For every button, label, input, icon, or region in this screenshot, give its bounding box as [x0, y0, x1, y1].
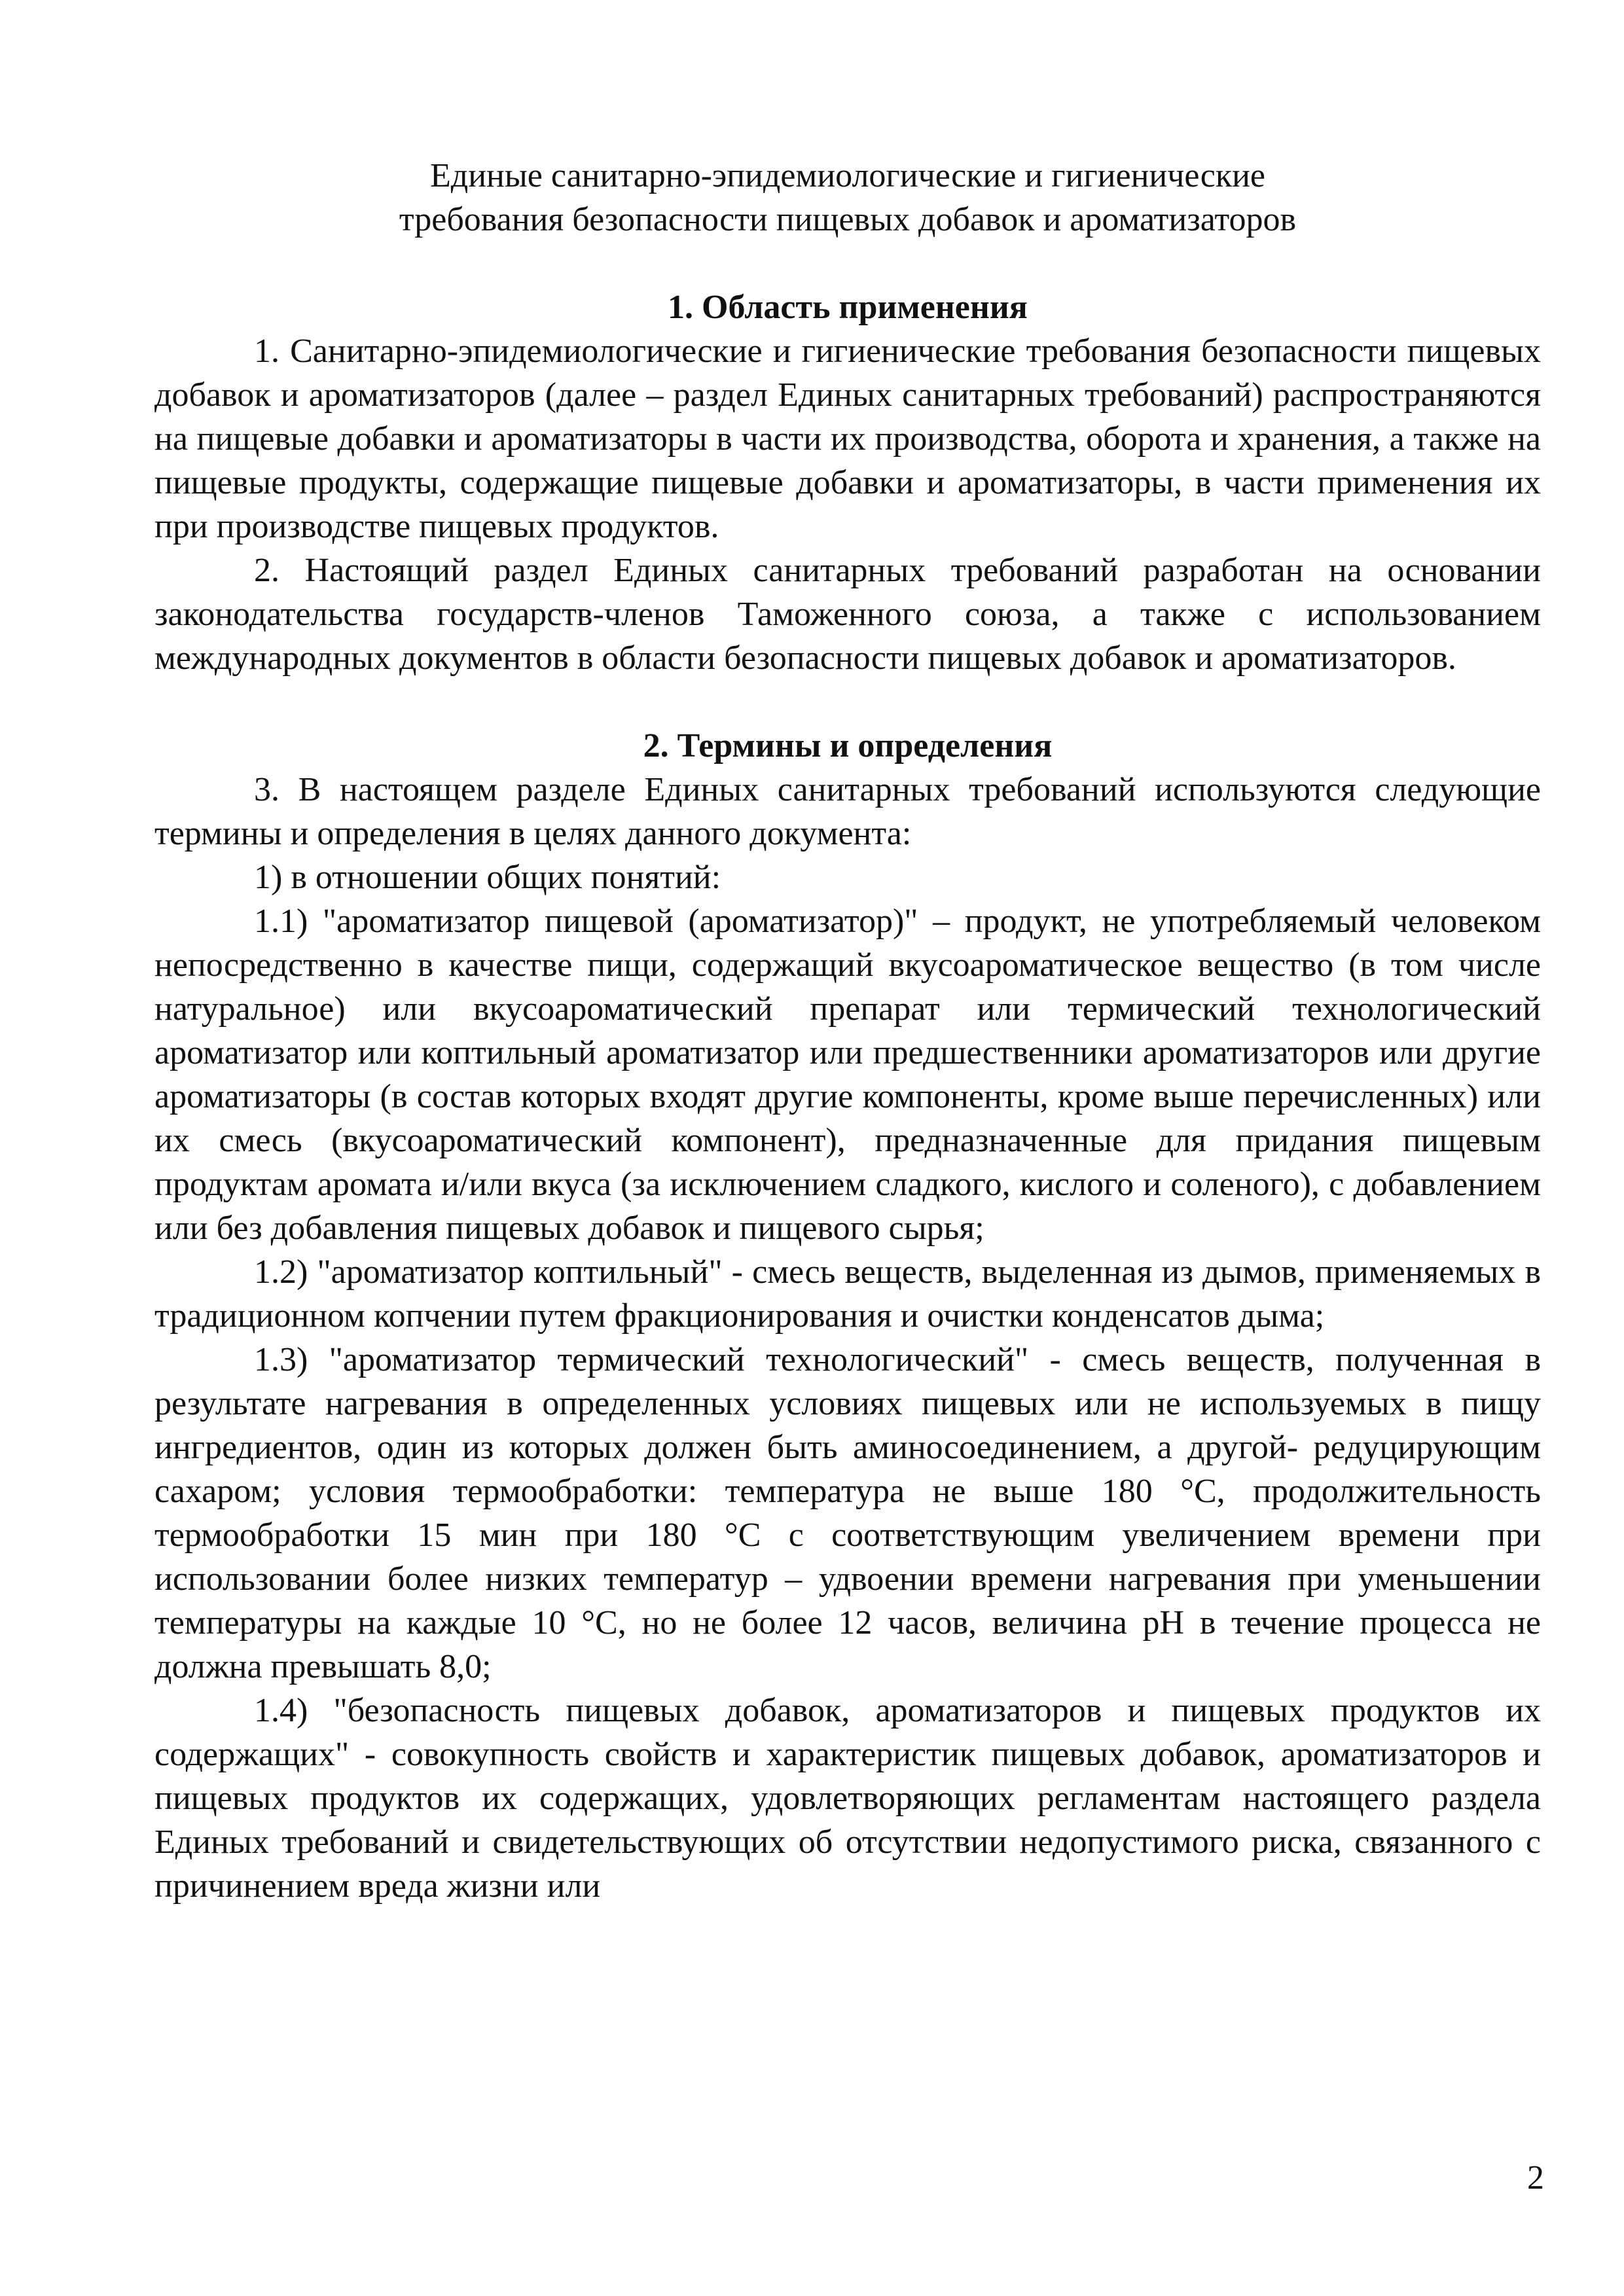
document-title-line-1: Единые санитарно-эпидемиологические и гигиенические — [429, 157, 1266, 194]
paragraph-general-concepts: 1) в отношении общих понятий: — [254, 859, 721, 896]
definition-1-3: 1.3) "ароматизатор термический технологический" - смесь веществ, полученная в результате нагревания в определенных условиях пищевых или не используемых в пищу ингредиентов, один из которых должен быть аминосоединением, а другой- редуцирующим сахаром; условия термообработки: температура не выше 180 °С, продолжительность термообработки 15 мин при 180 °С с соответствующим увеличением времени при использовании более низких температур – удвоении времени нагревания при уменьшении температуры на каждые 10 °С, но не более 12 часов, величина рН в течение процесса не должна превышать 8,0; — [154, 1341, 1541, 1685]
document-title — [154, 154, 1541, 242]
definition-1-1: 1.1) "ароматизатор пищевой (ароматизатор)" – продукт, не употребляемый человеком непосредственно в качестве пищи, содержащий вкусоароматическое вещество (в том числе натуральное) или вкусоароматический препарат или термический технологический ароматизатор или коптильный ароматизатор или предшественники ароматизаторов или другие ароматизаторы (в состав которых входят другие компоненты, кроме выше перечисленных) или их смесь (вкусоароматический компонент), предназначенные для придания пищевым продуктам аромата и/или вкуса (за исключением сладкого, кислого и соленого), с добавлением или без добавления пищевых добавок и пищевого сырья; — [154, 903, 1541, 1247]
paragraph-3: 3. В настоящем разделе Единых санитарных требований используются следующие термины и определения в целях данного документа: — [154, 771, 1541, 852]
page-number: 2 — [1527, 2159, 1544, 2197]
paragraph-2: 2. Настоящий раздел Единых санитарных требований разработан на основании законодательства государств-членов Таможенного союза, а также с использованием международных документов в области безопасности пищевых добавок и ароматизаторов. — [154, 552, 1541, 677]
paragraph-1: 1. Санитарно-эпидемиологические и гигиенические требования безопасности пищевых добавок и ароматизаторов (далее – раздел Единых санитарных требований) распространяются на пищевые добавки и ароматизаторы в части их производства, оборота и хранения, а также на пищевые продукты, содержащие пищевые добавки и ароматизаторы, в части применения их при производстве пищевых продуктов. — [154, 332, 1541, 545]
section-1-heading: 1. Область применения — [668, 289, 1028, 326]
page-body — [154, 154, 1541, 1908]
section-2-heading: 2. Термины и определения — [643, 727, 1053, 764]
definition-1-2: 1.2) "ароматизатор коптильный" - смесь веществ, выделенная из дымов, применяемых в традиционном копчении путем фракционирования и очистки конденсатов дыма; — [154, 1253, 1541, 1335]
document-title-line-2: требования безопасности пищевых добавок и ароматизаторов — [399, 201, 1297, 238]
definition-1-4: 1.4) "безопасность пищевых добавок, ароматизаторов и пищевых продуктов их содержащих" - совокупность свойств и характеристик пищевых добавок, ароматизаторов и пищевых продуктов их содержащих, удовлетворяющих регламентам настоящего раздела Единых требований и свидетельствующих об отсутствии недопустимого риска, связанного с причинением вреда жизни или — [154, 1692, 1541, 1905]
